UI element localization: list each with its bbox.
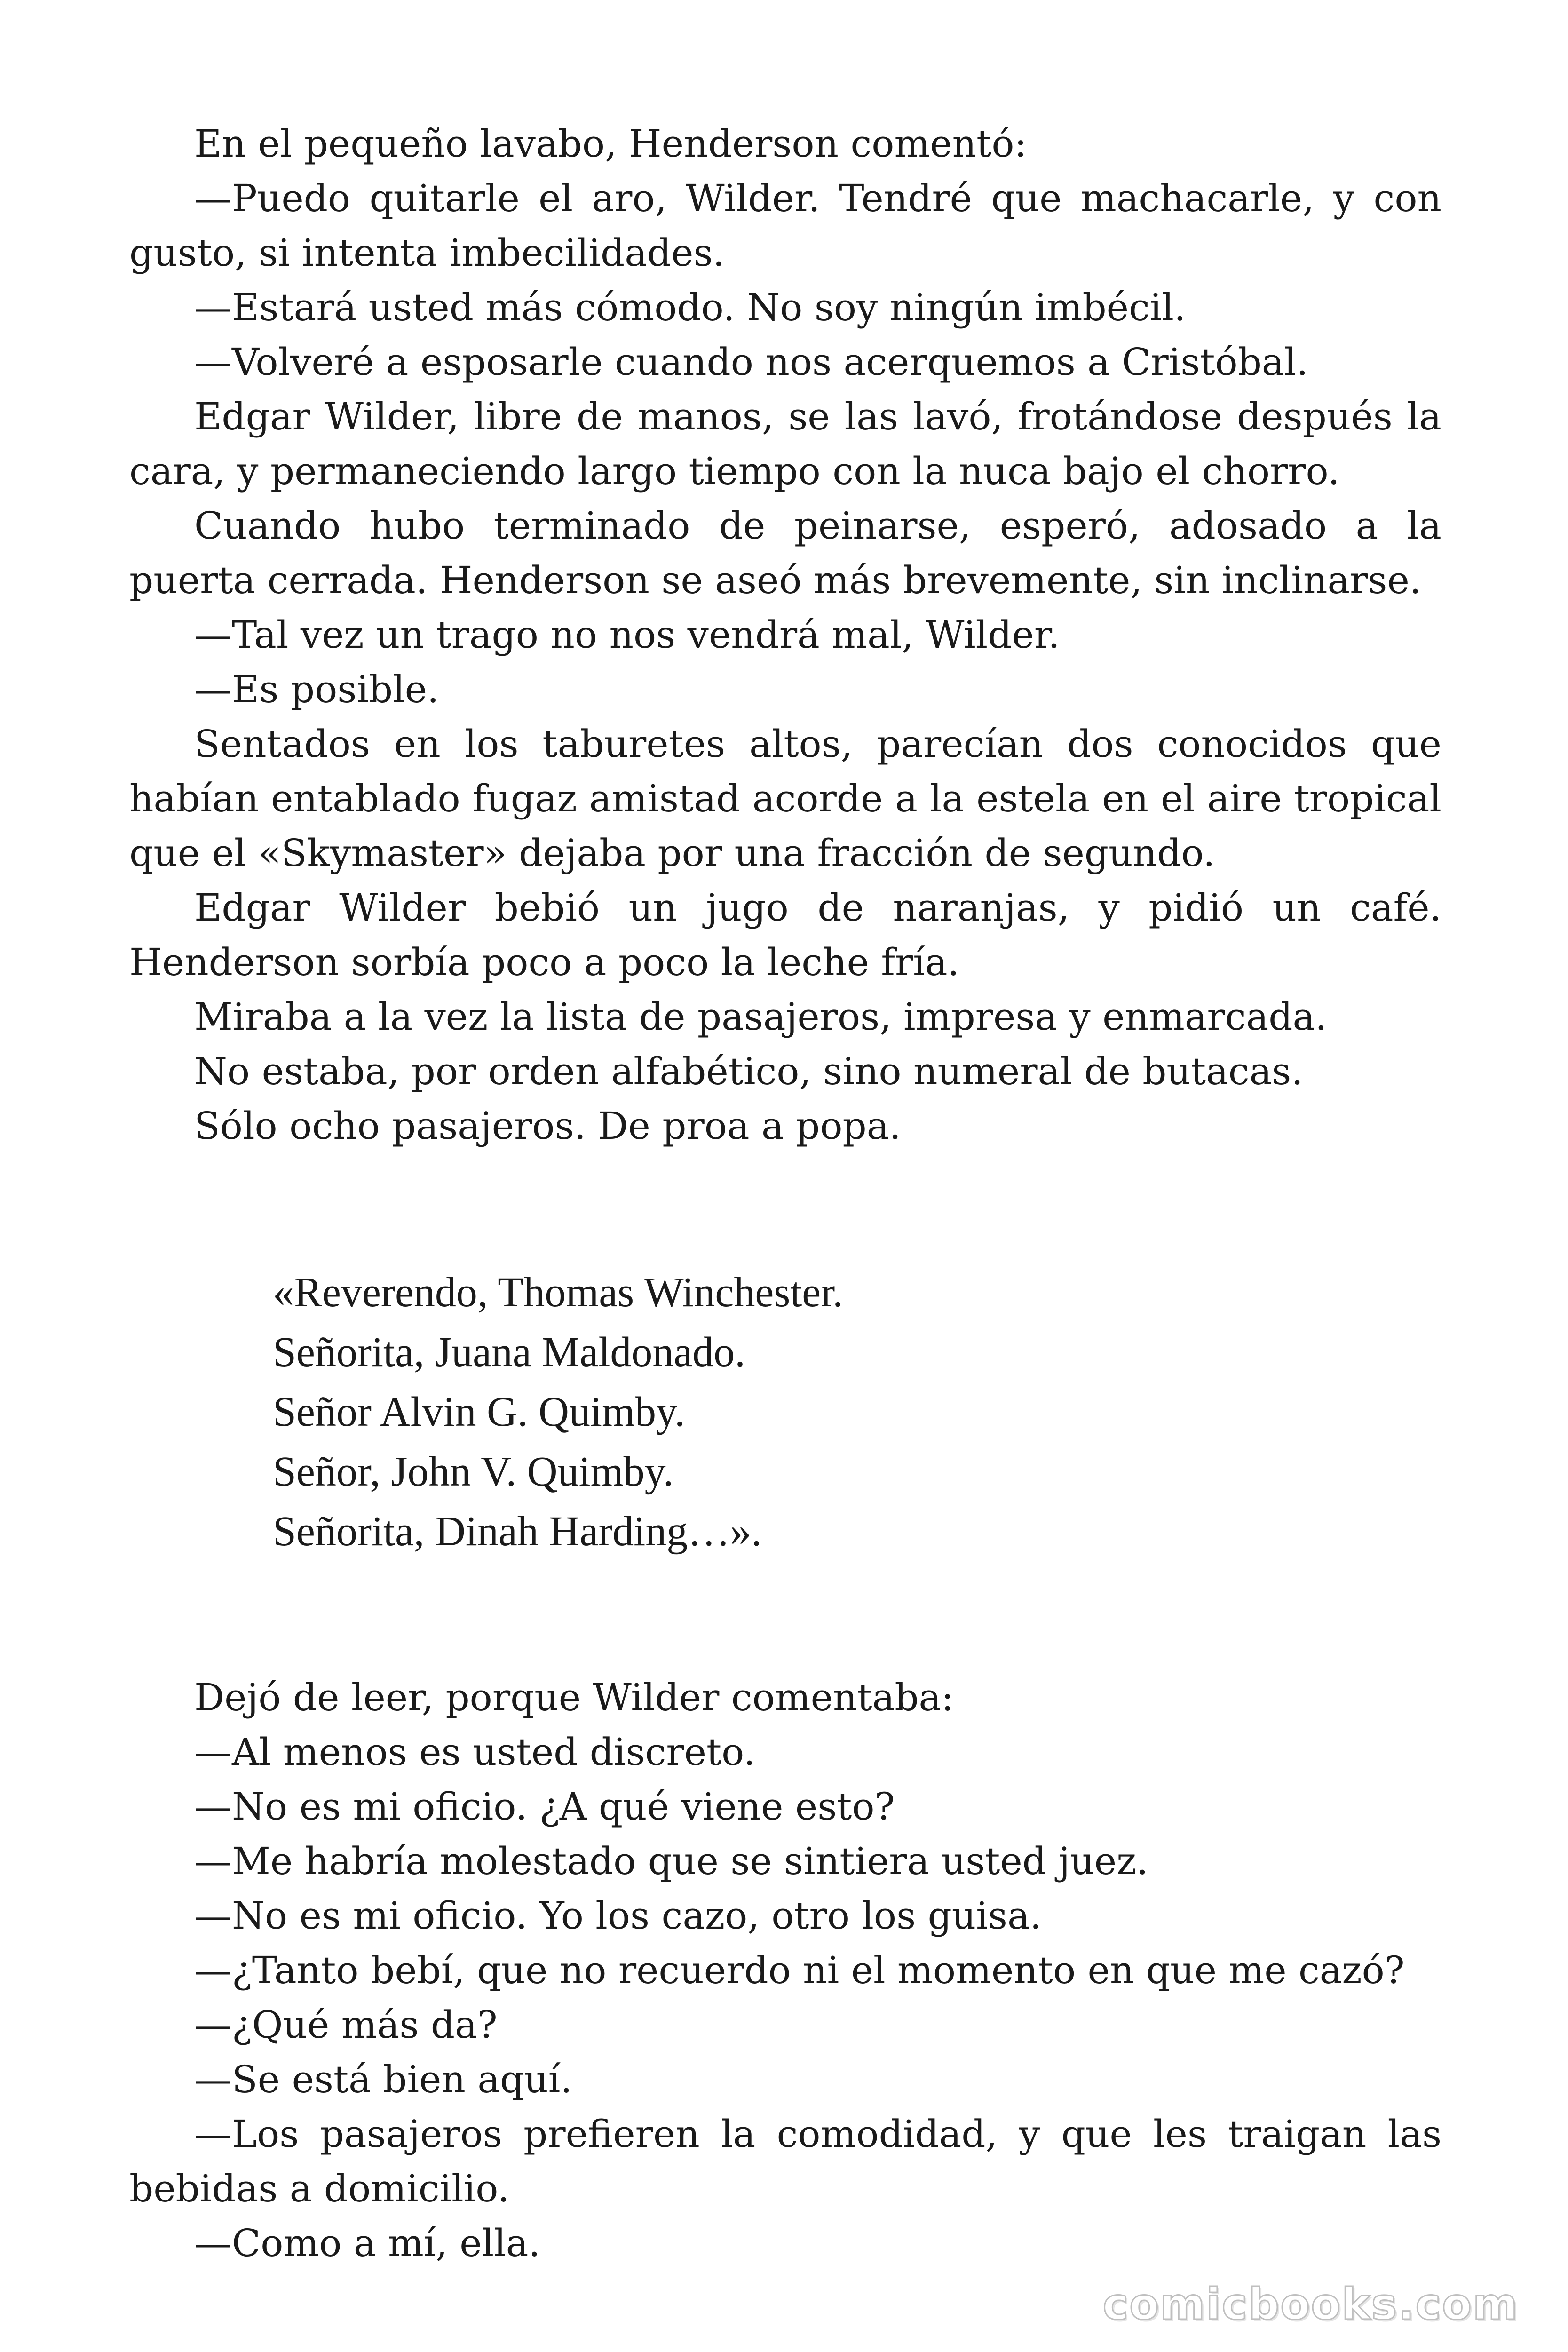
passenger-list-line: Señor Alvin G. Quimby.: [273, 1389, 685, 1435]
paragraph: —Como a mí, ella.: [194, 2221, 540, 2265]
paragraph: —¿Qué más da?: [194, 2003, 498, 2047]
passenger-list-line: Señorita, Juana Maldonado.: [273, 1329, 745, 1375]
paragraph: —Es posible.: [194, 667, 439, 711]
paragraph: —Tal vez un trago no nos vendrá mal, Wilder.: [194, 613, 1060, 657]
paragraph: —Me habría molestado que se sintiera usted juez.: [194, 1839, 1148, 1883]
paragraph: Sólo ocho pasajeros. De proa a popa.: [194, 1104, 901, 1148]
paragraph: Sentados en los taburetes altos, parecían dos conocidos que habían entablado fugaz amistad acorde a la estela en el aire tropical que el «Skymaster» dejaba por una fracción de segundo.: [129, 722, 1441, 875]
watermark-logo: comicbooks.com: [1102, 2279, 1519, 2329]
paragraph: —Al menos es usted discreto.: [194, 1730, 756, 1774]
paragraph: Dejó de leer, porque Wilder comentaba:: [194, 1676, 954, 1719]
page-text: [129, 117, 1441, 2271]
passenger-list: [129, 1263, 1441, 1561]
paragraph: Miraba a la vez la lista de pasajeros, impresa y enmarcada.: [194, 995, 1327, 1039]
passenger-list-line: «Reverendo, Thomas Winchester.: [273, 1269, 843, 1316]
paragraph: Edgar Wilder bebió un jugo de naranjas, y pidió un café. Henderson sorbía poco a poco la leche fría.: [129, 886, 1441, 984]
paragraph: —No es mi oficio. Yo los cazo, otro los guisa.: [194, 1894, 1042, 1938]
paragraph: Edgar Wilder, libre de manos, se las lavó, frotándose después la cara, y permaneciendo largo tiempo con la nuca bajo el chorro.: [129, 395, 1441, 493]
paragraph: —Estará usted más cómodo. No soy ningún imbécil.: [194, 286, 1186, 329]
paragraph: En el pequeño lavabo, Henderson comentó:: [194, 122, 1027, 166]
passenger-list-line: Señor, John V. Quimby.: [273, 1448, 674, 1495]
paragraph: Cuando hubo terminado de peinarse, esperó, adosado a la puerta cerrada. Henderson se aseó más brevemente, sin inclinarse.: [129, 504, 1441, 602]
paragraph: —Volveré a esposarle cuando nos acerquemos a Cristóbal.: [194, 340, 1308, 384]
paragraph: —Los pasajeros prefieren la comodidad, y que les traigan las bebidas a domicilio.: [129, 2112, 1441, 2210]
paragraph: —Se está bien aquí.: [194, 2058, 572, 2101]
section-spacer: [129, 1561, 1441, 1670]
paragraph: —¿Tanto bebí, que no recuerdo ni el momento en que me cazó?: [194, 1948, 1405, 1992]
paragraph: —Puedo quitarle el aro, Wilder. Tendré que machacarle, y con gusto, si intenta imbecilidades.: [129, 176, 1441, 275]
passenger-list-line: Señorita, Dinah Harding…».: [273, 1508, 762, 1555]
paragraph: —No es mi oficio. ¿A qué viene esto?: [194, 1785, 895, 1828]
section-spacer: [129, 1153, 1441, 1263]
paragraph: No estaba, por orden alfabético, sino numeral de butacas.: [194, 1049, 1303, 1093]
